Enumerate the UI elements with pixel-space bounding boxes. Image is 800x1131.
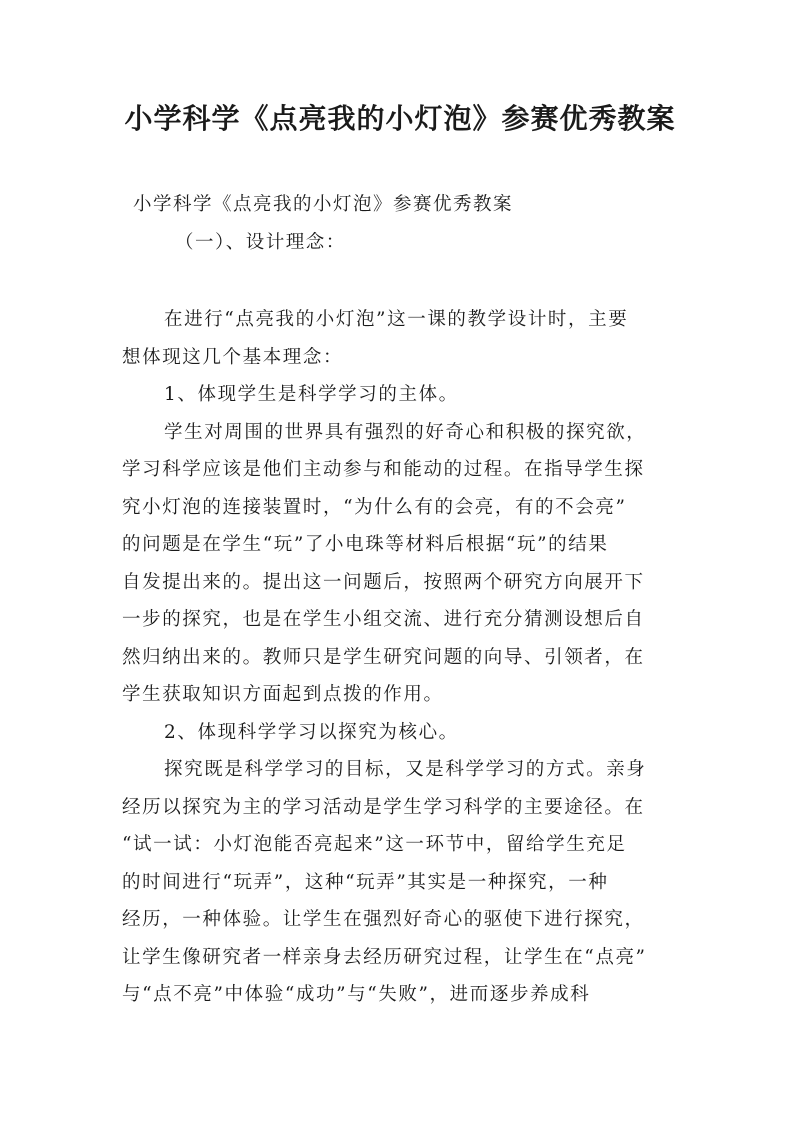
paragraph-line: 的问题是在学生“玩”了小电珠等材料后根据“玩”的结果	[122, 534, 609, 555]
body-text	[122, 301, 682, 1014]
paragraph-line: 想体现这几个基本理念：	[122, 346, 344, 368]
document-title: 小学科学《点亮我的小灯泡》参赛优秀教案	[124, 102, 676, 135]
document-subtitle: 小学科学《点亮我的小灯泡》参赛优秀教案	[133, 194, 514, 215]
paragraph-line: 自发提出来的。提出这一问题后，按照两个研究方向展开下	[122, 571, 645, 593]
paragraph-line: 究小灯泡的连接装置时，“为什么有的会亮，有的不会亮”	[122, 496, 627, 518]
list-heading: 2、体现科学学习以探究为核心。	[164, 721, 459, 743]
paragraph-line: 学习科学应该是他们主动参与和能动的过程。在指导学生探	[122, 459, 645, 480]
paragraph-line: 让学生像研究者一样亲身去经历研究过程，让学生在“点亮”	[122, 946, 647, 968]
paragraph-line: 的时间进行“玩弄”，这种“玩弄”其实是一种探究，一种	[122, 871, 609, 893]
section-heading: （一）、设计理念：	[175, 232, 346, 253]
paragraph-line: 探究既是科学学习的目标，又是科学学习的方式。亲身	[164, 759, 647, 780]
paragraph-line: 一步的探究，也是在学生小组交流、进行充分猜测设想后自	[122, 609, 645, 630]
list-heading: 1、体现学生是科学学习的主体。	[164, 384, 459, 405]
paragraph-line: 经历以探究为主的学习活动是学生学习科学的主要途径。在	[122, 796, 645, 818]
paragraph-line: 学生对周围的世界具有强烈的好奇心和积极的探究欲，	[164, 421, 647, 443]
paragraph-line: 学生获取知识方面起到点拨的作用。	[122, 684, 444, 705]
paragraph-line: “试一试：小灯泡能否亮起来”这一环节中，留给学生充足	[122, 834, 627, 855]
paragraph-line: 与“点不亮”中体验“成功”与“失败”，进而逐步养成科	[122, 984, 591, 1005]
paragraph-line: 然归纳出来的。教师只是学生研究问题的向导、引领者，在	[122, 646, 645, 668]
paragraph-line: 在进行“点亮我的小灯泡”这一课的教学设计时，主要	[164, 309, 629, 330]
paragraph-line: 经历，一种体验。让学生在强烈好奇心的驱使下进行探究，	[122, 909, 645, 930]
